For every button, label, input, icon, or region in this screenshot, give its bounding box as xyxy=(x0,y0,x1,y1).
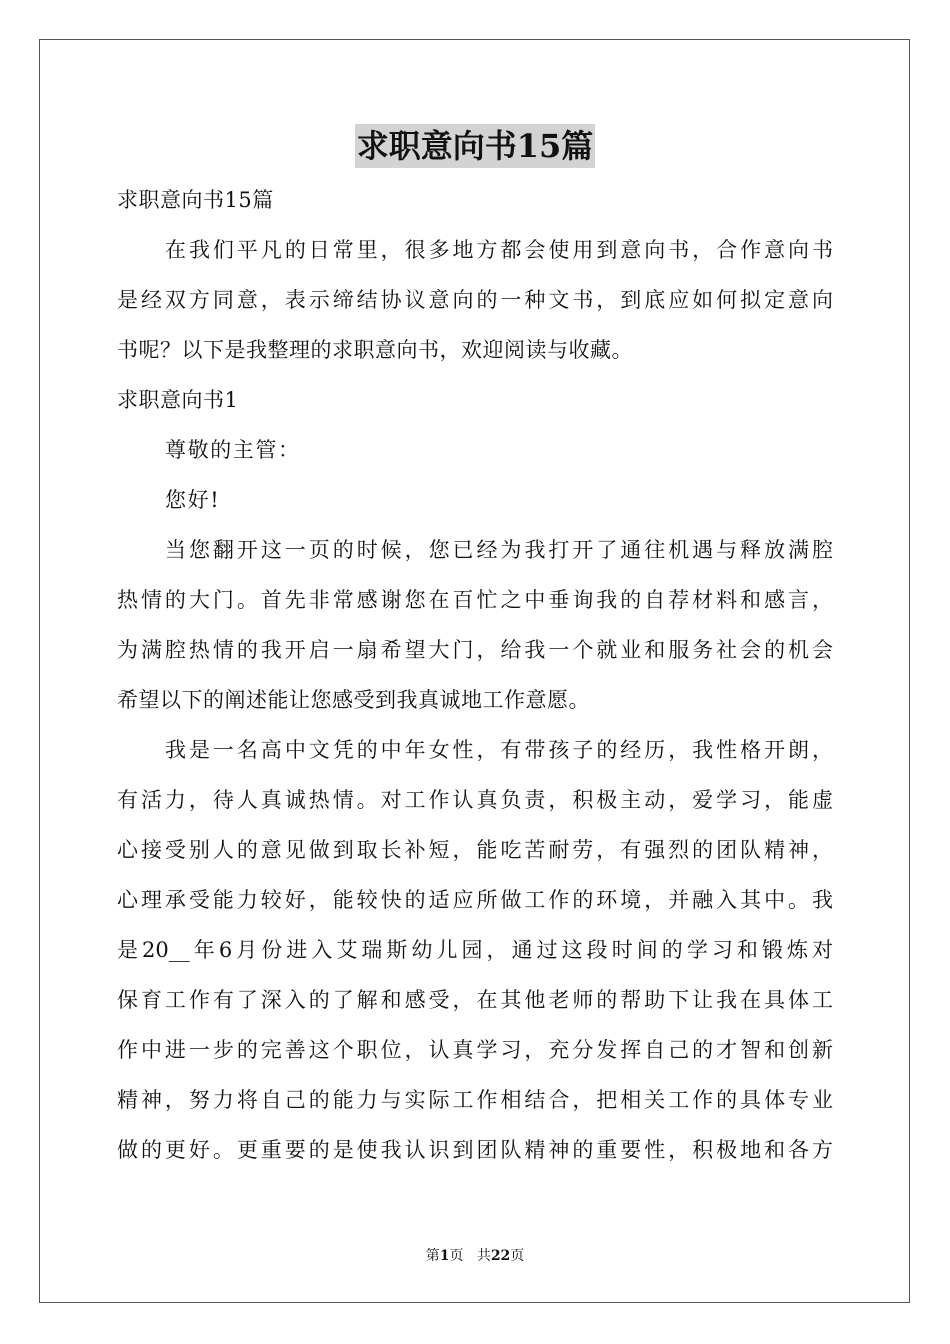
body-line: 书呢？以下是我整理的求职意向书，欢迎阅读与收藏。 xyxy=(117,338,633,362)
body-line: 是20__年6月份进入艾瑞斯幼儿园，通过这段时间的学习和锻炼对 xyxy=(117,938,833,962)
body-line: 精神，努力将自己的能力与实际工作相结合，把相关工作的具体专业 xyxy=(117,1088,833,1112)
body-line: 是经双方同意，表示缔结协议意向的一种文书，到底应如何拟定意向 xyxy=(117,288,833,312)
body-line: 作中进一步的完善这个职位，认真学习，充分发挥自己的才智和创新 xyxy=(117,1038,833,1062)
page-label-suffix: 页 xyxy=(449,1248,464,1264)
body-line: 有活力，待人真诚热情。对工作认真负责，积极主动，爱学习，能虚 xyxy=(117,788,833,812)
body-line: 保育工作有了深入的了解和感受，在其他老师的帮助下让我在具体工 xyxy=(117,988,833,1012)
body-line: 希望以下的阐述能让您感受到我真诚地工作意愿。 xyxy=(117,688,590,712)
body-line: 求职意向书1 xyxy=(117,388,239,412)
body-line: 尊敬的主管： xyxy=(165,438,301,462)
body-line: 我是一名高中文凭的中年女性，有带孩子的经历，我性格开朗， xyxy=(165,738,833,762)
page-number: 1 xyxy=(439,1248,450,1264)
body-line: 做的更好。更重要的是使我认识到团队精神的重要性，积极地和各方 xyxy=(117,1138,833,1162)
total-pages: 22 xyxy=(490,1248,511,1264)
page-footer xyxy=(0,1246,950,1266)
body-line: 您好! xyxy=(165,488,221,512)
document-title: 求职意向书15篇 xyxy=(355,124,596,168)
body-line: 为满腔热情的我开启一扇希望大门，给我一个就业和服务社会的机会 xyxy=(117,638,833,662)
total-label-suffix: 页 xyxy=(510,1248,525,1264)
page-label-prefix: 第 xyxy=(425,1248,440,1264)
body-line: 心接受别人的意见做到取长补短，能吃苦耐劳，有强烈的团队精神， xyxy=(117,838,833,862)
body-line: 心理承受能力较好，能较快的适应所做工作的环境，并融入其中。我 xyxy=(117,888,833,912)
document-body xyxy=(117,175,833,1175)
body-line: 求职意向书15篇 xyxy=(117,188,274,212)
body-line: 当您翻开这一页的时候，您已经为我打开了通往机遇与释放满腔 xyxy=(165,538,833,562)
body-line: 在我们平凡的日常里，很多地方都会使用到意向书，合作意向书 xyxy=(165,238,833,262)
total-label-prefix: 共 xyxy=(476,1248,491,1264)
title-container xyxy=(0,124,950,168)
body-line: 热情的大门。首先非常感谢您在百忙之中垂询我的自荐材料和感言， xyxy=(117,588,833,612)
